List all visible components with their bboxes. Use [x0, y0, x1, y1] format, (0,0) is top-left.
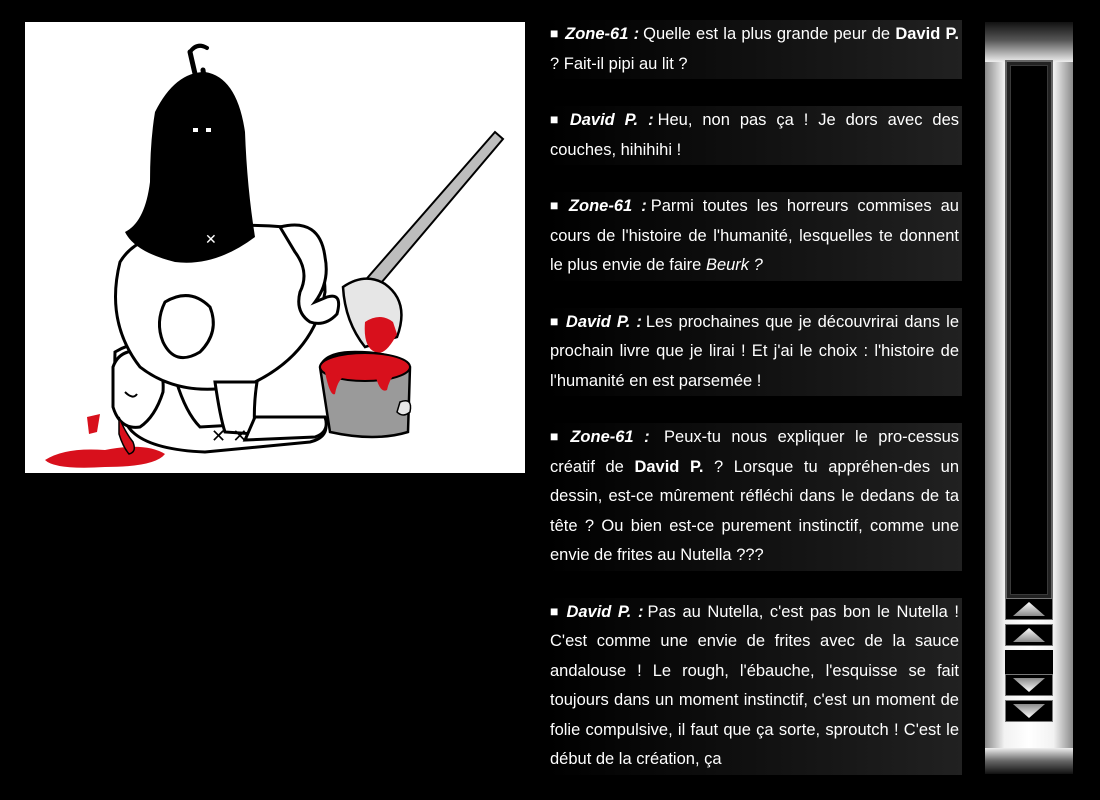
scrollbar-thumb[interactable]	[1005, 60, 1053, 600]
down-arrow-icon	[1009, 676, 1049, 694]
double-up-arrow-icon	[1009, 600, 1049, 618]
bullet-icon: ■	[550, 312, 560, 329]
bullet-icon: ■	[550, 111, 564, 127]
bullet-icon: ■	[550, 25, 560, 41]
scrollbar-bottom-cap	[985, 748, 1073, 774]
speaker-label: Zone-61 :	[565, 25, 640, 43]
bullet-icon: ■	[550, 197, 563, 213]
speaker-label: Zone-61 :	[570, 428, 650, 446]
scrollbar-gap	[1005, 650, 1053, 674]
executioner-illustration	[25, 22, 525, 473]
interview-entry: ■ David P. : Les prochaines que je découvrirai dans le prochain livre que je lirai ! Et j'ai le choix : l'histoire de l'humanité en est parsemée !	[547, 308, 962, 397]
bullet-icon: ■	[550, 428, 565, 444]
interview-entry: ■ Zone-61 : Quelle est la plus grande peur de David P. ? Fait-il pipi au lit ?	[547, 20, 962, 79]
speaker-label: David P. :	[569, 111, 654, 129]
scroll-up-button[interactable]	[1005, 624, 1053, 646]
interview-entry: ■ Zone-61 : Peux-tu nous expliquer le pro-cessus créatif de David P. ? Lorsque tu appréhen-des un dessin, est-ce mûrement réfléchi dans le dedans de ta tête ? Ou bien est-ce purement instinctif, comme une envie de frites au Nutella ???	[547, 423, 962, 571]
scroll-up-fast-button[interactable]	[1005, 598, 1053, 620]
scroll-down-fast-button[interactable]	[1005, 700, 1053, 722]
scrollbar-top-cap	[985, 22, 1073, 62]
bullet-icon: ■	[550, 602, 561, 619]
scroll-down-button[interactable]	[1005, 674, 1053, 696]
double-down-arrow-icon	[1009, 702, 1049, 720]
interview-text-panel	[547, 20, 962, 775]
interview-entry: ■ Zone-61 : Parmi toutes les horreurs commises au cours de l'histoire de l'humanité, lesquelles te donnent le plus envie de faire Beurk ?	[547, 192, 962, 281]
speaker-label: David P. :	[565, 312, 642, 331]
interview-entry: ■ David P. : Pas au Nutella, c'est pas bon le Nutella ! C'est comme une envie de frites avec de la sauce andalouse ! Le rough, l'ébauche, l'esquisse se fait toujours dans un moment instinctif, c'est un moment de folie compulsive, il faut que ça sorte, sproutch ! C'est le début de la création, ça	[547, 598, 962, 775]
interview-entry: ■ David P. : Heu, non pas ça ! Je dors avec des couches, hihihihi !	[547, 106, 962, 165]
speaker-label: David P. :	[566, 602, 644, 621]
up-arrow-icon	[1009, 626, 1049, 644]
svg-text:✕: ✕	[205, 232, 217, 248]
svg-text:✕ ✕: ✕ ✕	[211, 426, 248, 447]
speaker-label: Zone-61 :	[568, 197, 647, 215]
